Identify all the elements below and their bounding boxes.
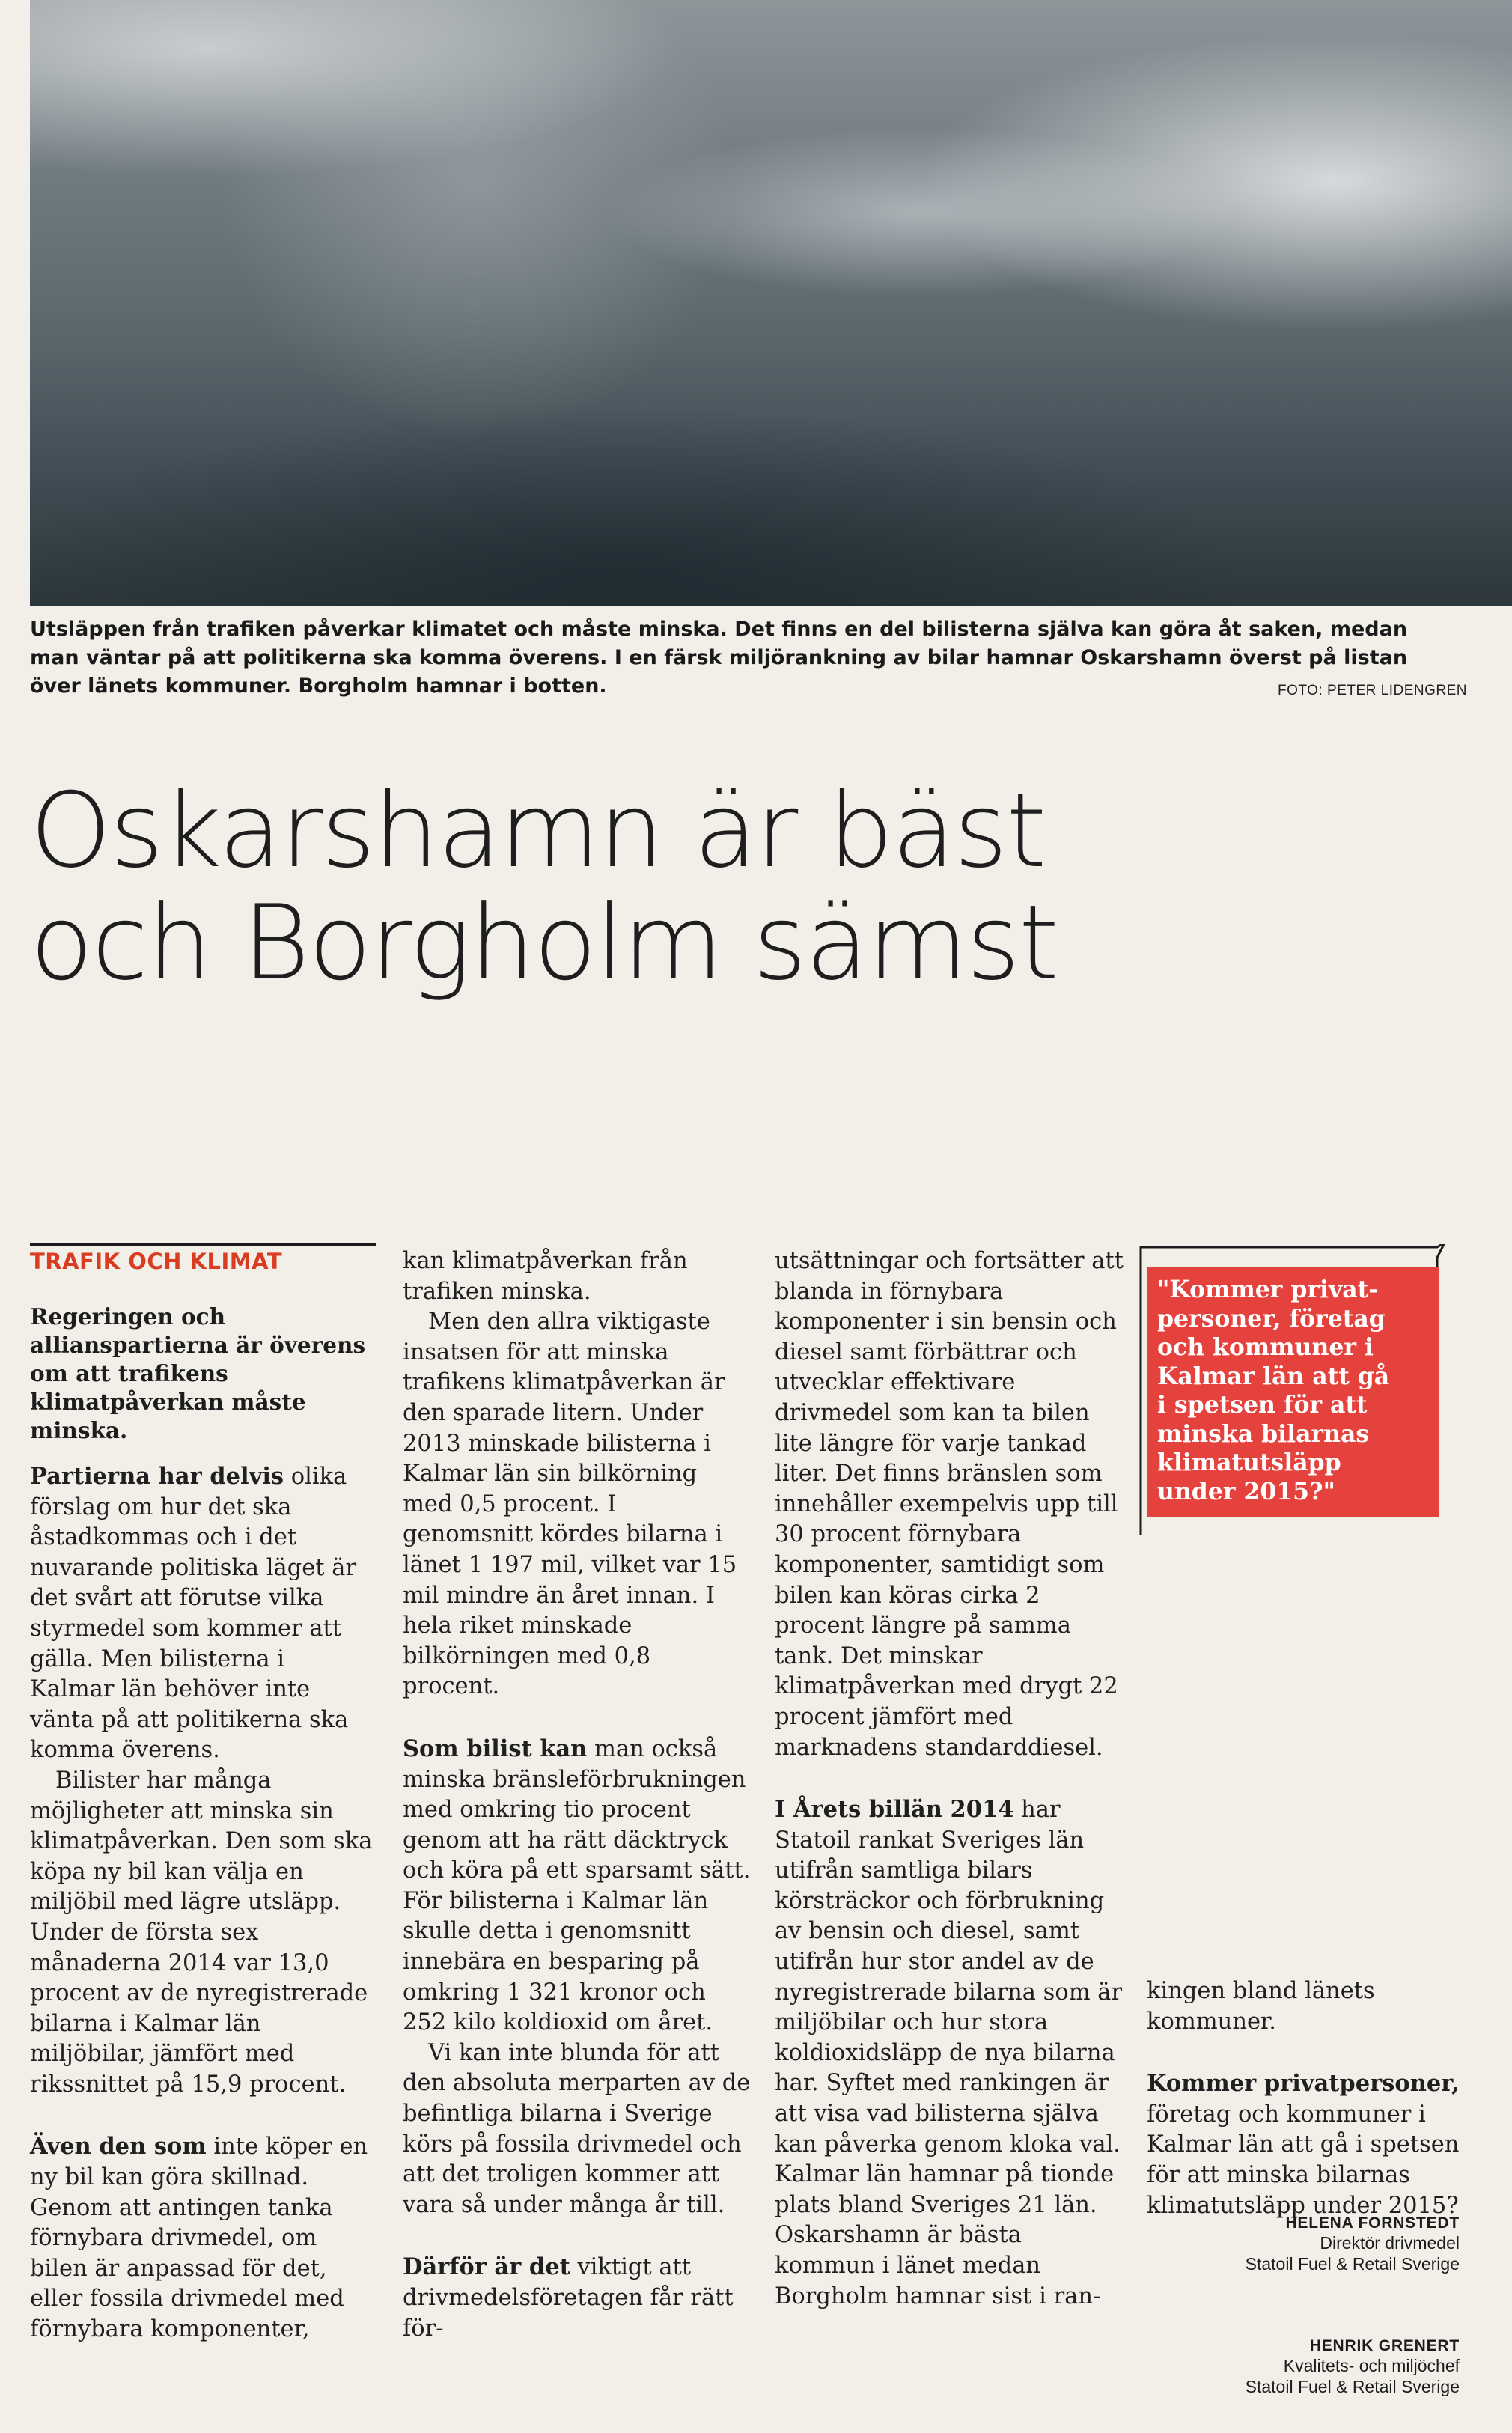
paragraph: [775, 1794, 1125, 2312]
column-3: [775, 1246, 1125, 2312]
quote-line: under 2015?": [1157, 1477, 1335, 1505]
author-company: Statoil Fuel & Retail Sverige: [1245, 2377, 1460, 2396]
headline-line-2: och Borgholm sämst: [30, 883, 1058, 1003]
photo-caption: Utsläppen från trafiken påverkar klimatet och måste minska. Det finns en del bilisterna själva kan göra åt saken, medan man väntar på att politikerna ska komma överens. I en färsk miljörankning av bilar hamnar Oskarshamn överst på listan över länets kommuner. Borgholm hamnar i botten.: [30, 618, 1408, 698]
photo-haze: [30, 0, 1512, 606]
lead-in: Kommer privatpersoner,: [1147, 2070, 1460, 2098]
author-role: Kvalitets- och miljöchef: [1283, 2356, 1460, 2375]
lead-in: Även den som: [30, 2133, 207, 2161]
author-name: HELENA FORNSTEDT: [1285, 2214, 1460, 2232]
paragraph: [403, 1734, 751, 2038]
quote-line: klimatutsläpp: [1157, 1449, 1341, 1476]
paragraph-text: inte köper en ny bil kan göra skillnad. Genom att antingen tanka förnybara drivmedel, om bilen är anpassad för det, eller fossila drivmedel med förnybara komponenter,: [30, 2134, 368, 2343]
lead-in: Därför är det: [403, 2253, 570, 2281]
paragraph: [1147, 2068, 1480, 2221]
paragraph-text: har Statoil rankat Sveriges län utifrån samtliga bilars körsträckor och förbrukning av bensin och diesel, samt utifrån hur stor andel av de nyregistrerade bilarna som är miljöbilar och hur stora koldioxidsläpp de nya bilarna har. Syftet med rankingen är att visa vad bilisterna själva kan påverka genom kloka val. Kalmar län hamnar på tionde plats bland Sveriges 21 län. Oskarshamn är bästa kommun i länet medan Borgholm hamnar sist i ran-: [775, 1797, 1123, 2309]
paragraph-text: olika förslag om hur det ska åstadkommas och i det nuvarande politiska läget är det svårt att förutse vilka styrmedel som kommer att gälla. Men bilisterna i Kalmar län behöver inte vänta på att politikerna ska komma överens.: [30, 1464, 357, 1764]
paragraph-text: kan klimatpåverkan från trafiken minska.: [403, 1248, 688, 1305]
lead-in: I Årets billän 2014: [775, 1796, 1014, 1824]
author-role: Direktör drivmedel: [1320, 2233, 1460, 2253]
quote-line: minska bilarnas: [1157, 1419, 1370, 1448]
lead-in: Partierna har delvis: [30, 1463, 284, 1490]
author-company: Statoil Fuel & Retail Sverige: [1245, 2254, 1460, 2274]
column-1: [30, 1461, 376, 2345]
column-4: [1147, 1976, 1480, 2221]
paragraph: [30, 2131, 376, 2345]
paragraph: [30, 1461, 376, 1766]
paragraph-text: kingen bland länets kommuner.: [1147, 1978, 1375, 2035]
headline-line-1: Oskarshamn är bäst: [30, 770, 1046, 891]
pull-quote-box: [1147, 1267, 1439, 1517]
paragraph: [403, 2252, 751, 2344]
column-2: [403, 1246, 751, 2344]
paragraph-text: man också minska bränsleförbrukningen med omkring tio procent genom att ha rätt däcktryck och köra på ett sparsamt sätt. För bilisterna i Kalmar län skulle detta i genomsnitt innebära en besparing på omkring 1 321 kronor och 252 kilo koldioxid om året.: [403, 1735, 751, 2036]
pull-quote: [1138, 1244, 1460, 1544]
paragraph-text: Bilister har många möjligheter att minska sin klimatpåverkan. Den som ska köpa ny bil kan välja en miljöbil med lägre utsläpp. Under de första sex månaderna 2014 var 13,0 procent av de nyregistrerade bilarna i Kalmar län miljöbilar, jämfört med rikssnittet på 15,9 procent.: [30, 1767, 373, 2098]
section-kicker: TRAFIK OCH KLIMAT: [30, 1249, 283, 1274]
paragraph-text: viktigt att drivmedelsföretagen får rätt för-: [403, 2254, 734, 2342]
quote-line: personer, företag: [1157, 1304, 1386, 1333]
paragraph: [775, 1246, 1125, 1763]
lead-in: Som bilist kan: [403, 1735, 588, 1762]
author-name: HENRIK GRENERT: [1309, 2337, 1460, 2354]
photo-credit: FOTO: PETER LIDENGREN: [1278, 683, 1467, 698]
paragraph: [403, 2038, 751, 2221]
paragraph-text: företag och kommuner i Kalmar län att gå i spetsen för att minska bilarnas klimatutsläpp under 2015?: [1147, 2101, 1460, 2219]
kicker-rule: [30, 1243, 376, 1246]
article-photo: [30, 0, 1512, 606]
quote-line: och kommuner i: [1157, 1333, 1374, 1361]
article-intro: Regeringen och allianspartierna är överens om att trafikens klimatpåverkan måste minska.: [30, 1303, 366, 1443]
headline: [30, 770, 1482, 1003]
quote-line: i spetsen för att: [1157, 1391, 1368, 1419]
paragraph: [30, 1766, 376, 2101]
paragraph-text: utsättningar och fortsätter att blanda in förnybara komponenter i sin bensin och diesel samt förbättrar och utvecklar effektivare drivmedel som kan ta bilen lite längre för varje tankad liter. Det finns bränslen som innehåller exempelvis upp till 30 procent förnybara komponenter, samtidigt som bilen kan köras cirka 2 procent längre på samma tank. Det minskar klimatpåverkan med drygt 22 procent jämfört med marknadens standarddiesel.: [775, 1248, 1124, 1761]
signature-block: [1246, 2337, 1460, 2397]
signature-block: [1246, 2214, 1460, 2274]
paragraph-text: Men den allra viktigaste insatsen för att minska trafikens klimatpåverkan är den sparade litern. Under 2013 minskade bilisterna i Kalmar län sin bilkörning med 0,5 procent. I genomsnitt kördes bilarna i länet 1 197 mil, vilket var 15 mil mindre än året innan. I hela riket minskade bilkörningen med 0,8 procent.: [403, 1309, 737, 1700]
paragraph: [403, 1246, 751, 1307]
quote-line: "Kommer privat-: [1157, 1276, 1379, 1303]
quote-line: Kalmar län att gå: [1157, 1362, 1390, 1390]
paragraph: [403, 1307, 751, 1702]
paragraph: [1147, 1976, 1480, 2037]
paragraph-text: Vi kan inte blunda för att den absoluta merparten av de befintliga bilarna i Sverige körs på fossila drivmedel och att det troligen kommer att vara så under många år till.: [403, 2039, 751, 2218]
